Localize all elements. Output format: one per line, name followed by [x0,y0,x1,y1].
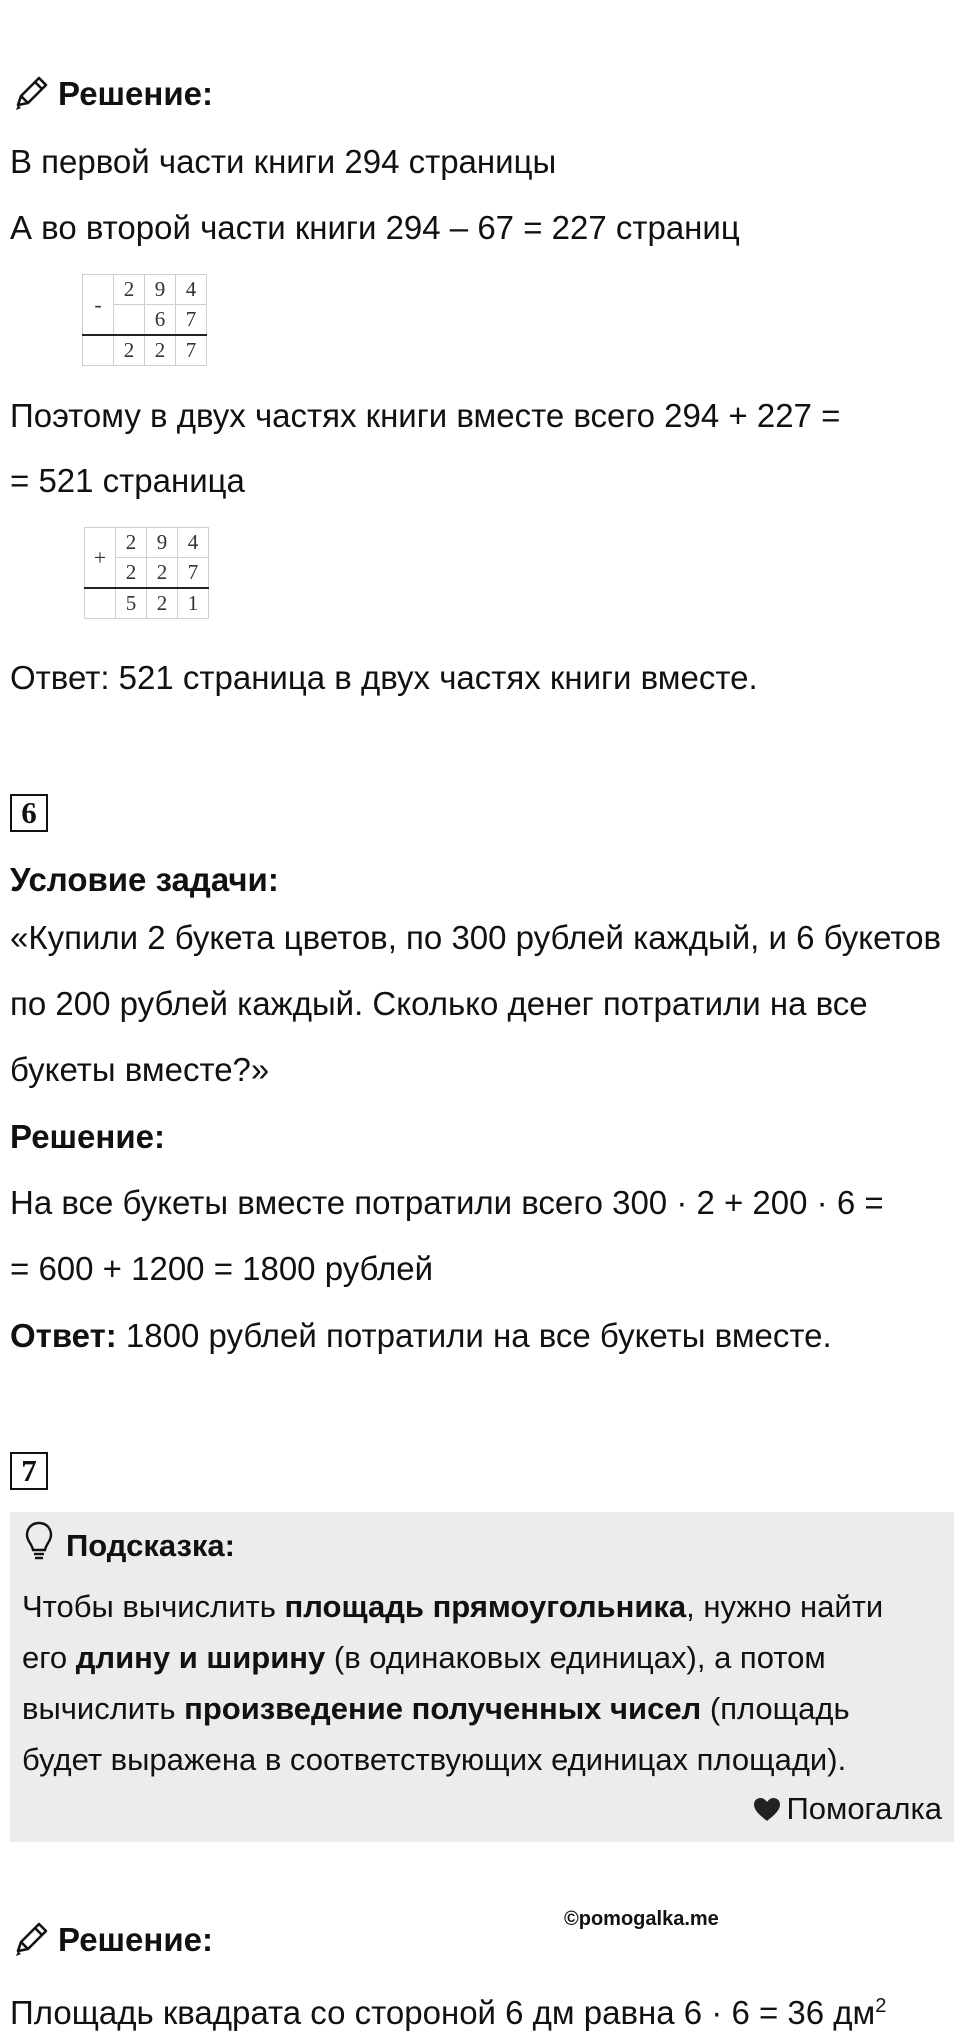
answer-line: Ответ: 521 страница в двух частях книги вместе. [10,659,758,696]
calc-digit: 6 [145,305,176,336]
solution-heading: Решение: [58,1921,213,1958]
solution-text: Площадь квадрата со стороной 6 дм равна 6 · 6 = 36 дм [10,1994,876,2031]
hint-line [22,1690,850,1728]
addition-column-calc [84,527,209,619]
hint-text: его [22,1640,76,1675]
hint-line [22,1588,883,1626]
calc-empty-cell [85,588,116,619]
superscript: 2 [875,1995,887,2017]
hint-text: (в одинаковых единицах), а потом [325,1640,826,1675]
calc-operator: + [85,528,116,589]
subtraction-column-calc [82,274,207,366]
hint-emphasis: длину и ширину [75,1640,326,1675]
calc-digit: 2 [147,558,178,589]
solution-line: Поэтому в двух частях книги вместе всего 294 + 227 = [10,397,841,434]
answer-text: 1800 рублей потратили на все букеты вместе. [116,1317,832,1354]
calc-result-digit: 2 [147,588,178,619]
task-number-box: 6 [10,794,48,832]
hint-box [10,1512,954,1842]
hint-emphasis: площадь прямоугольника [284,1589,687,1624]
calc-digit: 2 [116,558,147,589]
hint-text: Чтобы вычислить [22,1589,285,1624]
solution-line: = 521 страница [10,462,245,499]
watermark: ©pomogalka.me [564,1908,719,1930]
hint-title: Подсказка: [66,1528,235,1563]
calc-digit: 9 [145,275,176,305]
solution-heading: Решение: [10,1118,165,1155]
hint-text: (площадь [701,1691,850,1726]
pencil-icon [10,74,50,114]
calc-digit: 4 [176,275,207,305]
calc-operator: - [83,275,114,336]
calc-empty-cell [83,335,114,366]
solution-line: На все букеты вместе потратили всего 300 · 2 + 200 · 6 = [10,1184,884,1221]
task-number-box: 7 [10,1452,48,1490]
calc-result-digit: 7 [176,335,207,366]
calc-digit [114,305,145,336]
hint-emphasis: произведение полученных чисел [184,1691,702,1726]
condition-line: букеты вместе?» [10,1051,270,1088]
pencil-icon [10,1920,50,1960]
brand-signature [752,1790,942,1828]
hint-text: вычислить [22,1691,185,1726]
hint-line [22,1639,826,1677]
answer-line [10,1316,832,1356]
solution-line: А во второй части книги 294 – 67 = 227 страниц [10,209,740,246]
solution-line: В первой части книги 294 страницы [10,143,557,180]
calc-result-digit: 1 [178,588,209,619]
condition-label: Условие задачи: [10,861,279,898]
heart-icon [752,1796,782,1822]
calc-digit: 2 [116,528,147,558]
solution-heading: Решение: [58,75,213,112]
lightbulb-icon [24,1520,54,1564]
hint-line: будет выражена в соответствующих единицах площади). [22,1742,847,1777]
calc-result-digit: 5 [116,588,147,619]
calc-digit: 2 [114,275,145,305]
calc-digit: 7 [176,305,207,336]
answer-label: Ответ: [10,1317,117,1354]
calc-digit: 4 [178,528,209,558]
condition-line: «Купили 2 букета цветов, по 300 рублей каждый, и 6 букетов [10,919,941,956]
hint-text: , нужно найти [686,1589,884,1624]
calc-digit: 9 [147,528,178,558]
calc-digit: 7 [178,558,209,589]
condition-line: по 200 рублей каждый. Сколько денег потратили на все [10,985,868,1022]
brand-name: Помогалка [786,1791,942,1826]
calc-result-digit: 2 [114,335,145,366]
solution-line: = 600 + 1200 = 1800 рублей [10,1250,434,1287]
calc-result-digit: 2 [145,335,176,366]
